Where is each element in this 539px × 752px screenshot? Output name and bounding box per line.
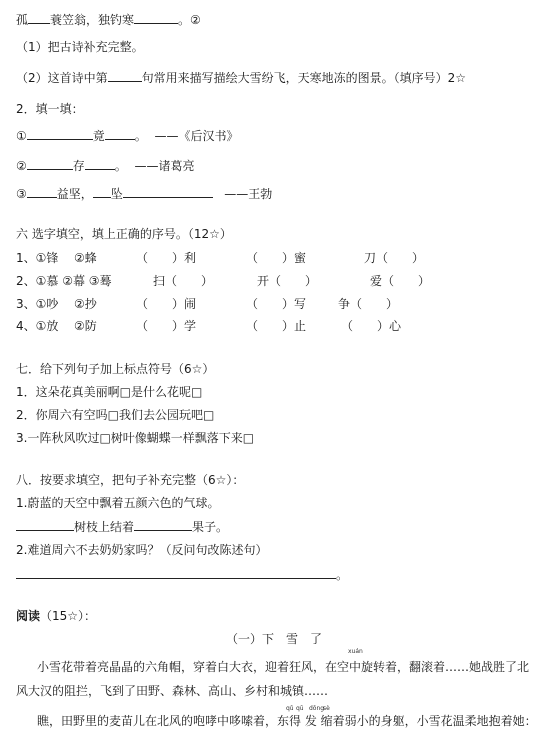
fill-row-3 xyxy=(16,185,272,202)
section-8-title: 八．按要求填空，把句子补充完整（6☆）： xyxy=(16,473,245,487)
s7-item: 2．你周六有空吗□我们去公园玩吧□ xyxy=(16,408,215,422)
s6-opt: 1、①锋 xyxy=(16,251,59,265)
blank[interactable] xyxy=(27,185,57,198)
pinyin-annotation: sè xyxy=(323,705,330,712)
fill-num: ③ xyxy=(16,187,27,201)
s6-opt: 3、①吵 xyxy=(16,297,59,311)
blank[interactable] xyxy=(16,518,74,531)
blank[interactable] xyxy=(27,127,93,140)
s8-fill-text: 树枝上结着 xyxy=(74,520,135,534)
poem-char-1: 孤 xyxy=(16,13,29,27)
pinyin-annotation: qū xyxy=(296,705,304,712)
reading-heading xyxy=(16,608,96,624)
blank[interactable] xyxy=(123,185,213,198)
section-6-title: 六 选字填空，填上正确的序号。（12☆） xyxy=(16,227,232,241)
pinyin-annotation: xuán xyxy=(348,648,363,655)
fill-row-2 xyxy=(16,157,194,174)
s6-item[interactable]: （ ）闹 xyxy=(136,297,197,311)
s6-item[interactable]: （ ）蜜 xyxy=(246,251,307,265)
poem-end: 。② xyxy=(178,13,201,27)
s8-sentence-2: 2.难道周六不去奶奶家吗？（反问句改陈述句） xyxy=(16,543,268,557)
question-text: 句常用来描写描绘大雪纷飞，天寒地冻的图景。（填序号）2☆ xyxy=(141,71,467,85)
fill-num: ② xyxy=(16,159,27,173)
s6-item[interactable]: 刀（ ） xyxy=(364,251,425,265)
paragraph-1-line-2: 风大汉的阻拦，飞到了田野、森林、高山、乡村和城镇…… xyxy=(16,684,329,698)
fill-source: ——《后汉书》 xyxy=(154,129,239,143)
blank[interactable] xyxy=(85,157,115,170)
question-1-2 xyxy=(16,69,466,86)
fill-text: 坠 xyxy=(110,187,123,201)
fill-source: ——王勃 xyxy=(224,187,273,201)
s6-opt: 4、①放 xyxy=(16,319,59,333)
poem-line xyxy=(16,11,201,28)
s6-item[interactable]: 扫（ ） xyxy=(153,274,214,288)
s6-opt: ②防 xyxy=(74,319,97,333)
s8-end: 。 xyxy=(336,568,349,582)
section-2-title: 2．填一填： xyxy=(16,102,84,116)
blank[interactable] xyxy=(134,11,178,24)
paragraph-2: 瞧，田野里的麦苗儿在北风的咆哮中哆嗦着，东得 发 缩着弱小的身躯，小雪花温柔地抱着她： xyxy=(37,714,537,728)
paragraph-1-line-1: 小雪花带着亮晶晶的六角帽，穿着白大衣，迎着狂风，在空中旋转着，翻滚着……她战胜了北 xyxy=(37,660,530,674)
reading-subtitle: （一）下 雪 了 xyxy=(226,632,323,646)
s8-answer xyxy=(16,566,348,583)
s6-item[interactable]: （ ）写 xyxy=(246,297,307,311)
reading-score: （15☆）： xyxy=(40,609,97,623)
s7-item: 3.一阵秋风吹过□树叶像蝴蝶一样飘落下来□ xyxy=(16,431,255,445)
s6-item[interactable]: 开（ ） xyxy=(257,274,318,288)
fill-source: ——诸葛亮 xyxy=(134,159,195,173)
reading-title: 阅读 xyxy=(16,609,41,623)
blank[interactable] xyxy=(105,127,135,140)
blank[interactable] xyxy=(134,518,192,531)
pinyin-annotation: qǔ xyxy=(286,705,294,712)
blank[interactable] xyxy=(108,69,142,82)
pinyin-annotation: dōng xyxy=(309,705,325,712)
blank[interactable] xyxy=(93,185,111,198)
s6-item[interactable]: （ ）利 xyxy=(136,251,197,265)
s6-item[interactable]: （ ）学 xyxy=(136,319,197,333)
s7-item: 1．这朵花真美丽啊□是什么花呢□ xyxy=(16,385,203,399)
question-text: （2）这首诗中第 xyxy=(16,71,108,85)
s6-opt: ②蜂 xyxy=(74,251,97,265)
s6-opt: ②抄 xyxy=(74,297,97,311)
poem-text: 蓑笠翁，独钓寒 xyxy=(50,13,135,27)
question-1-1: （1）把古诗补充完整。 xyxy=(16,40,144,54)
fill-text: 。 xyxy=(114,159,127,173)
fill-text: 。 xyxy=(134,129,147,143)
s6-item[interactable]: 爱（ ） xyxy=(370,274,431,288)
blank[interactable] xyxy=(28,11,50,24)
fill-num: ① xyxy=(16,129,27,143)
s8-sentence-1: 1.蔚蓝的天空中飘着五颜六色的气球。 xyxy=(16,496,220,510)
section-7-title: 七．给下列句子加上标点符号（6☆） xyxy=(16,362,215,376)
s6-item[interactable]: （ ）心 xyxy=(341,319,402,333)
s6-item[interactable]: （ ）止 xyxy=(246,319,307,333)
s8-fill-text: 果子。 xyxy=(192,520,229,534)
fill-row-1 xyxy=(16,127,238,144)
s8-fill xyxy=(16,518,228,535)
answer-line[interactable] xyxy=(16,566,336,579)
s6-opt: 2、①慕 ②幕 ③蓦 xyxy=(16,274,112,288)
fill-text: 存 xyxy=(72,159,85,173)
blank[interactable] xyxy=(27,157,73,170)
fill-text: 竟 xyxy=(92,129,105,143)
s6-item[interactable]: 争（ ） xyxy=(338,297,399,311)
fill-text: 益坚， xyxy=(56,187,93,201)
